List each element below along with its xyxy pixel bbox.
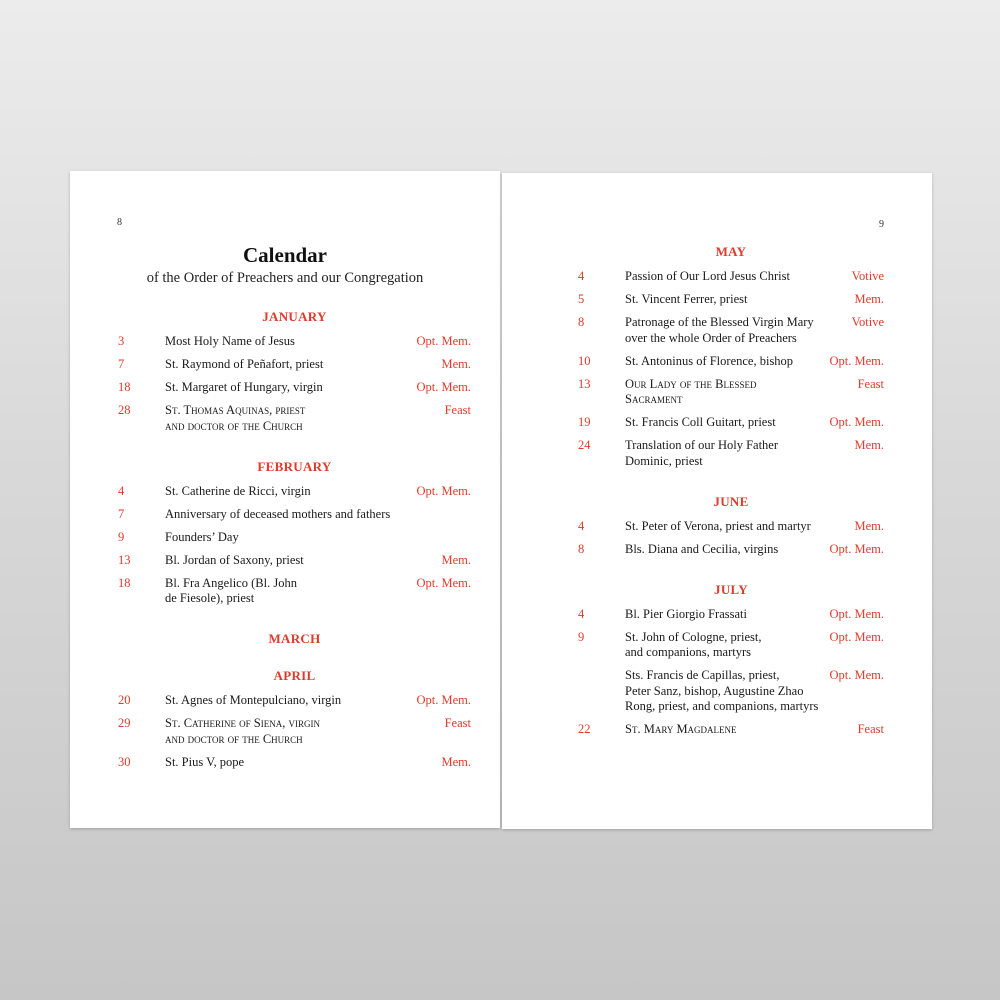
entry-rank: Opt. Mem. — [829, 541, 884, 556]
entry-rank: Feast — [444, 403, 471, 417]
entry-text: Founders’ Day — [165, 529, 239, 544]
entry-text-line: and doctor of the Church — [165, 418, 303, 433]
entry-text-line: over the whole Order of Preachers — [625, 330, 797, 345]
entry-text: St. Pius V, pope — [165, 754, 245, 769]
entry-text — [165, 403, 413, 434]
entry-day: 10 — [578, 353, 591, 368]
calendar-entry — [578, 269, 884, 285]
calendar-entry — [578, 542, 884, 558]
entry-day: 18 — [118, 380, 131, 394]
entry-rank: Votive — [851, 315, 884, 329]
entry-text: St. Antoninus of Florence, bishop — [625, 353, 794, 368]
entry-rank: Mem. — [441, 552, 471, 567]
calendar-entry — [118, 334, 471, 350]
entry-day: 19 — [578, 415, 591, 429]
entry-text: Bl. Jordan of Saxony, priest — [165, 552, 304, 567]
entry-day: 8 — [578, 315, 585, 329]
entry-text-line: Our Lady of the Blessed — [625, 376, 757, 391]
entry-text: St. Catherine de Ricci, virgin — [165, 483, 311, 498]
page-subtitle: of the Order of Preachers and our Congregation — [146, 270, 424, 286]
entry-day: 7 — [118, 357, 125, 371]
entry-day: 4 — [118, 483, 125, 498]
entry-rank: Mem. — [441, 754, 471, 769]
entry-day: 4 — [578, 518, 585, 533]
entry-day: 29 — [118, 716, 131, 730]
entry-day: 28 — [118, 403, 131, 417]
calendar-entry — [118, 507, 471, 523]
entry-day: 5 — [578, 292, 585, 306]
entry-rank: Opt. Mem. — [829, 353, 884, 368]
entry-rank: Opt. Mem. — [416, 380, 471, 394]
month-heading-march: MARCH — [268, 631, 321, 646]
month-heading-may: MAY — [715, 244, 747, 259]
entry-day: 22 — [578, 722, 591, 736]
entry-rank: Opt. Mem. — [829, 415, 884, 429]
page-number: 9 — [879, 219, 884, 230]
entry-text: St. Peter of Verona, priest and martyr — [625, 518, 811, 533]
entry-text: St. Mary Magdalene — [625, 722, 737, 736]
calendar-entry — [578, 292, 884, 308]
calendar-entry — [118, 693, 471, 709]
month-heading-april: APRIL — [273, 668, 316, 683]
month-heading-june: JUNE — [713, 493, 749, 509]
calendar-entry — [118, 553, 471, 569]
month-heading-february: FEBRUARY — [257, 458, 332, 474]
entry-rank: Votive — [851, 269, 884, 283]
entry-text: Anniversary of deceased mothers and fathers — [165, 506, 391, 521]
entry-text-line: de Fiesole), priest — [165, 591, 255, 605]
entry-day: 3 — [118, 334, 125, 348]
entry-text — [625, 377, 826, 408]
entry-day: 7 — [118, 506, 125, 521]
calendar-left-column — [118, 309, 471, 778]
calendar-entry — [118, 484, 471, 500]
entry-day: 4 — [578, 606, 585, 621]
entry-text-line: Bl. Fra Angelico (Bl. John — [165, 575, 297, 590]
page-title: Calendar — [243, 243, 327, 267]
entry-day: 4 — [578, 269, 585, 283]
entry-rank: Feast — [444, 716, 471, 730]
entry-text: St. Francis Coll Guitart, priest — [625, 415, 776, 429]
entry-text-line: St. Thomas Aquinas, priest — [165, 403, 306, 417]
entry-rank: Opt. Mem. — [416, 575, 471, 590]
spacer — [118, 656, 471, 668]
spacer — [118, 614, 471, 631]
calendar-entry — [118, 755, 471, 771]
entry-text: Bls. Diana and Cecilia, virgins — [625, 541, 779, 556]
entry-text: St. Agnes of Montepulciano, virgin — [165, 693, 342, 707]
spacer — [578, 477, 884, 494]
month-heading-january: JANUARY — [262, 309, 327, 324]
entry-text-line: and companions, martyrs — [625, 645, 752, 659]
entry-text-line: Sts. Francis de Capillas, priest, — [625, 668, 780, 682]
entry-rank: Opt. Mem. — [829, 668, 884, 682]
entry-text: St. Margaret of Hungary, virgin — [165, 380, 323, 394]
entry-rank: Feast — [857, 376, 884, 391]
calendar-entry — [578, 315, 884, 346]
spacer — [578, 565, 884, 582]
entry-text-line: St. John of Cologne, priest, — [625, 629, 762, 644]
entry-rank: Mem. — [854, 438, 884, 452]
entry-day: 18 — [118, 575, 131, 590]
entry-day: 9 — [118, 529, 125, 544]
calendar-entry — [118, 357, 471, 373]
calendar-entry — [578, 415, 884, 431]
entry-rank: Opt. Mem. — [416, 693, 471, 707]
entry-day: 13 — [118, 552, 131, 567]
calendar-entry — [118, 576, 471, 607]
entry-text-line: Dominic, priest — [625, 453, 703, 468]
calendar-entry — [118, 530, 471, 546]
entry-day: 20 — [118, 693, 131, 707]
entry-text: Passion of Our Lord Jesus Christ — [625, 269, 790, 283]
calendar-entry — [578, 668, 884, 715]
calendar-entry — [578, 377, 884, 408]
entry-text-line: Rong, priest, and companions, martyrs — [625, 699, 819, 713]
calendar-entry — [118, 403, 471, 434]
calendar-entry — [578, 438, 884, 469]
entry-rank: Mem. — [854, 518, 884, 533]
entry-text-line: Sacrament — [625, 392, 683, 406]
calendar-entry — [578, 519, 884, 535]
entry-day: 30 — [118, 754, 131, 769]
entry-text: Bl. Pier Giorgio Frassati — [625, 606, 747, 621]
month-heading-july: JULY — [714, 581, 748, 597]
entry-text — [625, 438, 826, 469]
entry-text — [165, 576, 413, 607]
entry-text: St. Vincent Ferrer, priest — [625, 292, 748, 306]
calendar-right-column — [578, 244, 884, 745]
calendar-entry — [118, 380, 471, 396]
calendar-entry — [578, 630, 884, 661]
entry-day: 13 — [578, 376, 591, 391]
calendar-entry — [578, 722, 884, 738]
entry-text: Most Holy Name of Jesus — [165, 334, 295, 348]
entry-rank: Feast — [857, 722, 884, 736]
entry-rank: Opt. Mem. — [416, 334, 471, 348]
entry-rank: Opt. Mem. — [416, 483, 471, 498]
entry-text-line: Peter Sanz, bishop, Augustine Zhao — [625, 683, 804, 698]
page-number: 8 — [117, 217, 122, 228]
entry-day: 8 — [578, 541, 585, 556]
entry-rank: Mem. — [854, 292, 884, 306]
entry-text-line: Translation of our Holy Father — [625, 438, 778, 452]
spacer — [118, 442, 471, 459]
calendar-entry — [578, 354, 884, 370]
entry-text-line: and doctor of the Church — [165, 731, 303, 746]
entry-text-line: Patronage of the Blessed Virgin Mary — [625, 315, 814, 329]
entry-text-line: St. Catherine of Siena, virgin — [165, 716, 320, 730]
entry-day: 9 — [578, 629, 585, 644]
left-page — [70, 171, 500, 828]
entry-rank: Opt. Mem. — [829, 629, 884, 644]
entry-rank: Opt. Mem. — [829, 606, 884, 621]
entry-rank: Mem. — [441, 357, 471, 371]
entry-text — [165, 716, 413, 747]
calendar-entry — [578, 607, 884, 623]
entry-text — [625, 630, 826, 661]
right-page — [502, 173, 932, 829]
entry-day: 24 — [578, 438, 591, 452]
calendar-entry — [118, 716, 471, 747]
entry-text: St. Raymond of Peñafort, priest — [165, 357, 324, 371]
entry-text — [625, 315, 826, 346]
